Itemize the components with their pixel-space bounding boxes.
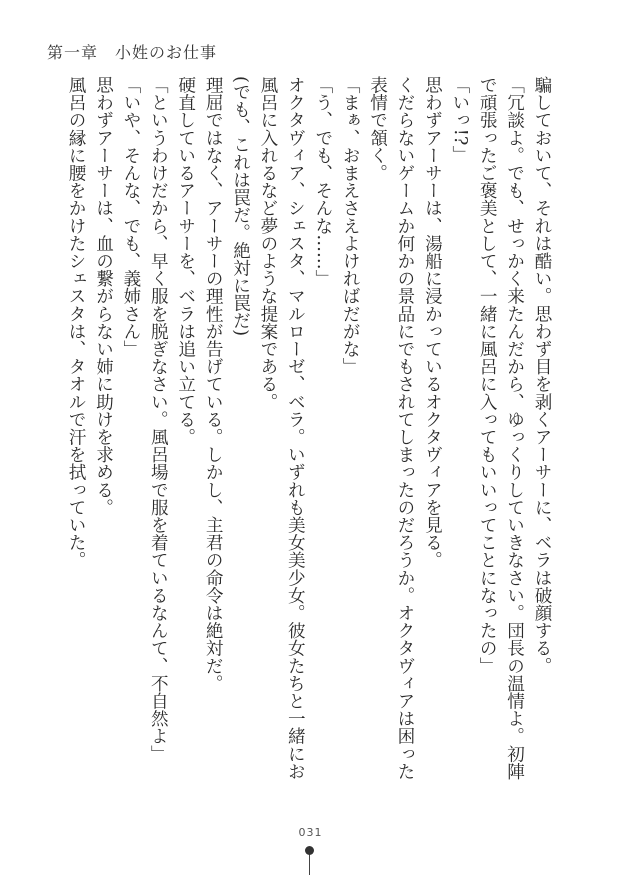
paragraph: くだらないゲームか何かの景品にでもされてしまったのだろうか。オクタヴィアは困った表情で頷く。 bbox=[367, 76, 415, 780]
paragraph: 「う、でも、そんな……」 bbox=[312, 76, 333, 288]
paragraph: (でも、これは罠だ。絶対に罠だ) bbox=[230, 76, 251, 337]
paragraph: 理屈ではなく、アーサーの理性が告げている。しかし、主君の命令は絶対だ。 bbox=[203, 76, 224, 692]
page-marker-pin-icon bbox=[303, 843, 317, 875]
paragraph: 「まぁ、おまえさえよければだがな」 bbox=[340, 76, 361, 376]
paragraph: 思わずアーサーは、血の繋がらない姉に助けを求める。 bbox=[93, 76, 114, 516]
chapter-title: 第一章 小姓のお仕事 bbox=[47, 43, 218, 62]
novel-body-text bbox=[60, 76, 555, 782]
paragraph: 「というわけだから、早く服を脱ぎなさい。風呂場で服を着ているなんて、不自然よ」 bbox=[148, 76, 169, 763]
paragraph: 「いや、そんな、でも、義姉さん」 bbox=[120, 76, 141, 358]
paragraph: 硬直しているアーサーを、ベラは追い立てる。 bbox=[175, 76, 196, 446]
paragraph: 風呂の縁に腰をかけたシェスタは、タオルで汗を拭っていた。 bbox=[66, 76, 87, 569]
paragraph: 「いっ!?」 bbox=[449, 76, 470, 163]
paragraph: 騙しておいて、それは酷い。思わず目を剥くアーサーに、ベラは破顔する。 bbox=[532, 76, 552, 675]
paragraph: オクタヴィア、シェスタ、マルローゼ、ベラ。いずれも美女美少女。彼女たちと一緒にお風呂に入れるなど夢のような提案である。 bbox=[257, 76, 306, 780]
marker-dot bbox=[305, 846, 314, 855]
page-number: 031 bbox=[298, 826, 323, 839]
paragraph: 思わずアーサーは、湯船に浸かっているオクタヴィアを見る。 bbox=[422, 76, 443, 569]
paragraph: 「冗談よ。でも、せっかく来たんだから、ゆっくりしていきなさい。団長の温情よ。初陣で頑張ったご褒美として、一緒に風呂に入ってもいいってことになったの」 bbox=[477, 76, 525, 780]
